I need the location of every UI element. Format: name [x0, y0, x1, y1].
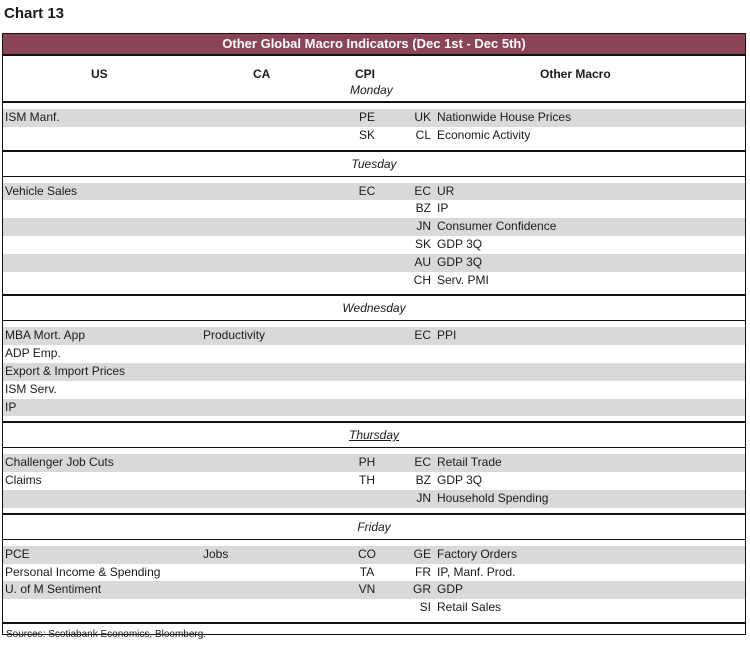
table-row: [3, 327, 745, 345]
day-label: Wednesday: [342, 301, 406, 316]
cell-us: Personal Income & Spending: [5, 564, 161, 579]
cell-oc: EC: [414, 328, 431, 343]
day-label: Tuesday: [351, 156, 397, 171]
cell-on: GDP 3Q: [437, 236, 483, 251]
cell-oc: BZ: [415, 201, 431, 216]
cell-on: Household Spending: [437, 490, 549, 505]
cell-oc: CL: [415, 127, 431, 142]
table-body: [3, 103, 745, 624]
cell-oc: BZ: [415, 473, 431, 488]
cell-ca: Productivity: [203, 328, 266, 343]
cell-us: Vehicle Sales: [5, 183, 78, 198]
cell-on: Economic Activity: [437, 127, 531, 142]
table-row: [3, 218, 745, 236]
cell-cpi: PE: [358, 110, 375, 124]
table-row: [3, 472, 745, 490]
cell-us: U. of M Sentiment: [5, 582, 102, 597]
cell-oc: UK: [414, 110, 431, 124]
cell-us: Export & Import Prices: [5, 363, 126, 378]
cell-us: PCE: [5, 546, 30, 561]
day-header: [3, 515, 745, 540]
table-row: [3, 564, 745, 582]
table-row: [3, 183, 745, 201]
table-row: [3, 546, 745, 564]
cell-on: Consumer Confidence: [437, 219, 557, 234]
cell-on: IP, Manf. Prod.: [437, 564, 516, 579]
cell-oc: SK: [414, 236, 431, 251]
cell-on: Serv. PMI: [437, 272, 489, 287]
cell-on: GDP 3Q: [437, 254, 483, 269]
day-label: Friday: [357, 519, 391, 534]
header-ca: CA: [253, 67, 271, 81]
header-other-macro: Other Macro: [540, 67, 611, 81]
table-row: [3, 254, 745, 272]
table-row: [3, 599, 745, 617]
cell-oc: EC: [414, 183, 431, 198]
day-rows: [3, 540, 745, 624]
source-note: Sources: Scotiabank Economics, Bloomberg.: [6, 628, 207, 640]
cell-on: PPI: [437, 328, 457, 343]
cell-oc: JN: [416, 219, 431, 234]
table-row: [3, 454, 745, 472]
cell-oc: FR: [415, 564, 431, 579]
cell-on: UR: [437, 183, 455, 198]
day-header: [3, 296, 745, 321]
cell-us: ADP Emp.: [5, 346, 61, 361]
table-row: [3, 236, 745, 254]
cell-us: Claims: [5, 473, 42, 488]
cell-on: IP: [437, 201, 449, 216]
day-rows: [3, 321, 745, 423]
day-rows: [3, 177, 745, 297]
cell-us: ISM Manf.: [5, 110, 60, 124]
header-cpi: CPI: [355, 67, 376, 81]
cell-on: GDP 3Q: [437, 473, 483, 488]
table-row: [3, 272, 745, 290]
header-us: US: [91, 67, 108, 81]
cell-oc: SI: [419, 600, 431, 615]
day-header: [3, 423, 745, 448]
table-title: Other Global Macro Indicators (Dec 1st - Dec 5th): [3, 34, 745, 56]
column-headers: [3, 59, 745, 103]
cell-oc: JN: [416, 490, 431, 505]
cell-cpi: TA: [359, 564, 375, 579]
table-row: [3, 363, 745, 381]
cell-cpi: EC: [358, 183, 376, 198]
cell-us: IP: [5, 399, 17, 414]
table-row: [3, 345, 745, 363]
cell-on: Nationwide House Prices: [437, 110, 572, 124]
cell-on: Retail Trade: [437, 455, 502, 470]
table-row: [3, 200, 745, 218]
cell-oc: GE: [413, 546, 431, 561]
cell-on: Factory Orders: [437, 546, 518, 561]
cell-oc: AU: [414, 254, 431, 269]
table-row: [3, 399, 745, 417]
cell-cpi: PH: [358, 455, 376, 470]
cell-us: MBA Mort. App: [5, 328, 86, 343]
cell-us: ISM Serv.: [5, 381, 57, 396]
cell-oc: GR: [413, 582, 431, 597]
day-rows: [3, 448, 745, 514]
table-row: [3, 109, 745, 127]
table-row: [3, 581, 745, 599]
cell-oc: CH: [413, 272, 431, 287]
cell-cpi: CO: [358, 546, 376, 561]
cell-cpi: TH: [359, 473, 375, 488]
day-rows: [3, 103, 745, 152]
table-row: [3, 127, 745, 145]
day-header: [3, 152, 745, 177]
cell-ca: Jobs: [203, 546, 229, 561]
chart-label: Chart 13: [4, 5, 65, 22]
cell-on: Retail Sales: [437, 600, 502, 615]
cell-us: Challenger Job Cuts: [5, 455, 114, 470]
cell-on: GDP: [437, 582, 464, 597]
day-label: Thursday: [348, 428, 400, 443]
table-row: [3, 490, 745, 508]
cell-cpi: VN: [358, 582, 376, 597]
cell-oc: EC: [414, 455, 431, 470]
table-row: [3, 381, 745, 399]
day-label: Monday: [350, 83, 393, 97]
macro-indicators-table: [2, 33, 746, 640]
cell-cpi: SK: [358, 127, 375, 142]
